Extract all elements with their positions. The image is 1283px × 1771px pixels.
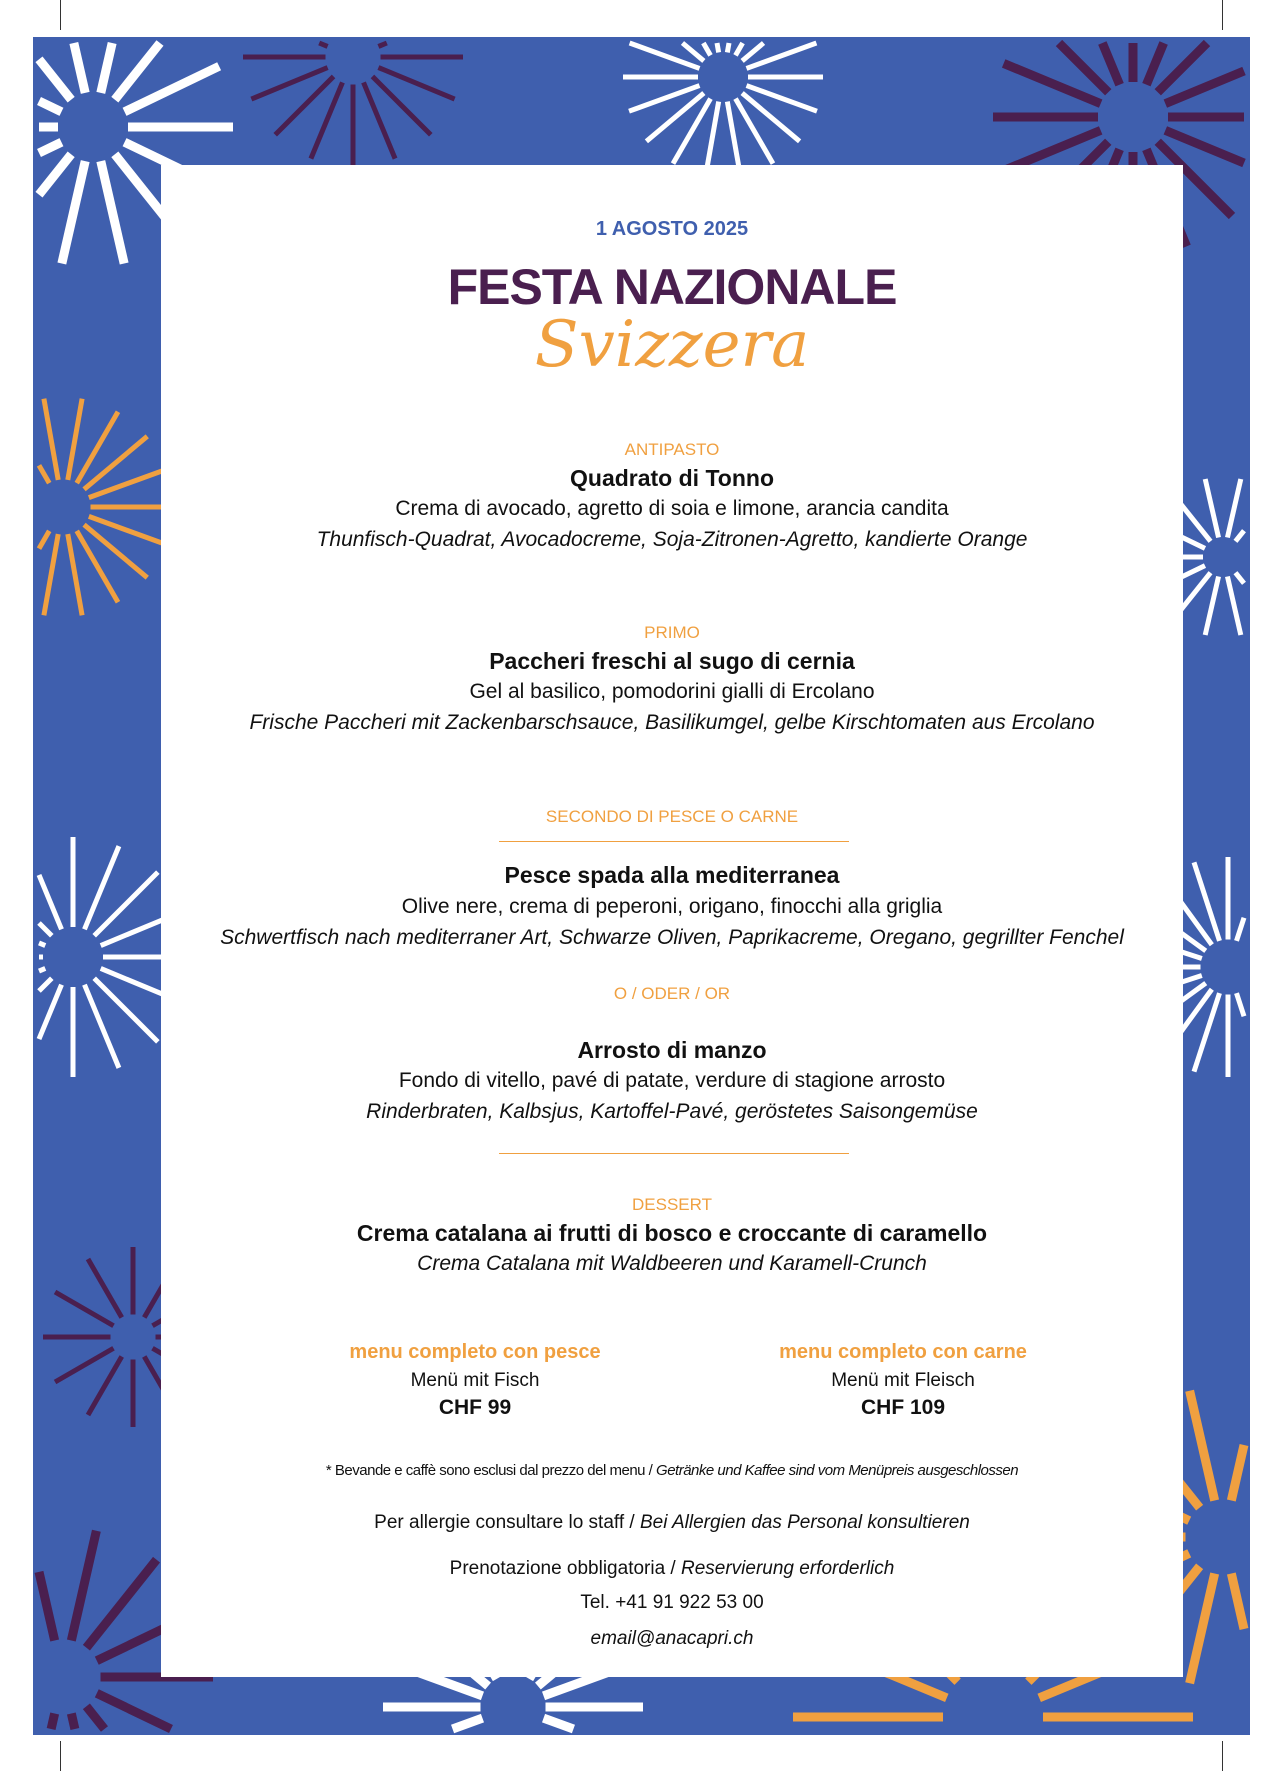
firework-burst bbox=[39, 399, 173, 616]
price-fish bbox=[275, 1341, 675, 1420]
firework-ray bbox=[736, 43, 743, 55]
divider bbox=[499, 841, 849, 842]
firework-ray bbox=[39, 465, 49, 483]
firework-ray bbox=[51, 1714, 55, 1729]
fireworks-border bbox=[33, 37, 1250, 1735]
firework-ray bbox=[1231, 1445, 1244, 1500]
firework-ray bbox=[39, 985, 62, 1039]
price-meat bbox=[703, 1341, 1103, 1420]
firework-ray bbox=[71, 1531, 96, 1641]
price-subtitle: Menü mit Fleisch bbox=[831, 1370, 975, 1391]
allergy-note bbox=[161, 1513, 1183, 1532]
course-translation: Rinderbraten, Kalbsjus, Kartoffel-Pavé, geröstetes Saisongemüse bbox=[366, 1100, 978, 1123]
firework-ray bbox=[39, 531, 49, 549]
firework-ray bbox=[378, 43, 386, 46]
firework-ray bbox=[39, 59, 71, 99]
event-date: 1 AGOSTO 2025 bbox=[595, 218, 749, 240]
course-translation: Frische Paccheri mit Zackenbarschsauce, Basilikumgel, gelbe Kirschtomaten aus Ercolano bbox=[249, 711, 1095, 734]
drinks-note-de: Getränke und Kaffee sind vom Menüpreis ausgeschlossen bbox=[656, 1462, 1019, 1479]
price-title: menu completo con pesce bbox=[349, 1341, 601, 1363]
allergy-de: Bei Allergien das Personal konsultieren bbox=[639, 1512, 970, 1533]
course-translation: Thunfisch-Quadrat, Avocadocreme, Soja-Zitronen-Agretto, kandierte Orange bbox=[316, 528, 1028, 551]
firework-ray bbox=[1227, 479, 1240, 537]
firework-ray bbox=[77, 531, 118, 602]
email-link[interactable]: email@anacapri.ch bbox=[590, 1628, 754, 1649]
course-description: Fondo di vitello, pavé di patate, verdure di stagione arrosto bbox=[398, 1069, 946, 1092]
course-name: Pesce spada alla mediterranea bbox=[504, 862, 840, 888]
firework-burst bbox=[243, 43, 463, 167]
firework-ray bbox=[1231, 1574, 1244, 1629]
price-subtitle: Menü mit Fisch bbox=[410, 1370, 540, 1391]
divider bbox=[499, 1153, 849, 1154]
phone-number[interactable]: Tel. +41 91 922 53 00 bbox=[580, 1592, 764, 1613]
firework-ray bbox=[101, 161, 124, 263]
firework-ray bbox=[44, 399, 58, 480]
firework-ray bbox=[115, 43, 160, 100]
allergy-it: Per allergie consultare lo staff / bbox=[374, 1512, 635, 1533]
firework-ray bbox=[1236, 918, 1244, 941]
price-title: menu completo con carne bbox=[779, 1341, 1027, 1363]
firework-ray bbox=[1235, 531, 1244, 542]
firework-ray bbox=[673, 99, 711, 164]
course-description: Crema di avocado, agretto di soia e limone, arancia candita bbox=[395, 497, 949, 520]
firework-ray bbox=[39, 943, 45, 946]
firework-ray bbox=[736, 99, 774, 164]
course-description: Olive nere, crema di peperoni, origano, finocchi alla griglia bbox=[401, 895, 943, 918]
crop-mark bbox=[1222, 0, 1223, 30]
firework-ray bbox=[44, 534, 58, 615]
course-name: Quadrato di Tonno bbox=[570, 465, 774, 491]
firework-ray bbox=[1190, 1574, 1215, 1684]
firework-ray bbox=[68, 534, 82, 615]
booking-it: Prenotazione obbligatoria / bbox=[449, 1558, 676, 1579]
price-amount: CHF 99 bbox=[438, 1396, 512, 1419]
firework-ray bbox=[77, 412, 118, 483]
firework-ray bbox=[39, 142, 61, 153]
page-subtitle: Svizzera bbox=[534, 308, 810, 382]
firework-ray bbox=[453, 1718, 483, 1729]
firework-ray bbox=[74, 43, 85, 93]
firework-ray bbox=[39, 154, 71, 194]
firework-ray bbox=[55, 1292, 113, 1326]
firework-ray bbox=[717, 43, 719, 52]
firework-ray bbox=[39, 1572, 55, 1641]
course-category: DESSERT bbox=[632, 1195, 712, 1214]
page-title: FESTA NAZIONALE bbox=[447, 259, 897, 315]
firework-ray bbox=[682, 43, 703, 61]
firework-ray bbox=[1235, 573, 1244, 584]
firework-ray bbox=[1227, 576, 1240, 634]
firework-ray bbox=[1190, 1391, 1215, 1501]
crop-mark bbox=[1222, 1741, 1223, 1771]
course-category: O / ODER / OR bbox=[613, 984, 731, 1003]
firework-ray bbox=[544, 1718, 574, 1729]
firework-ray bbox=[742, 43, 763, 61]
firework-ray bbox=[39, 101, 61, 112]
firework-ray bbox=[39, 875, 62, 929]
firework-ray bbox=[88, 1259, 122, 1317]
firework-ray bbox=[1236, 993, 1244, 1016]
firework-ray bbox=[39, 923, 52, 936]
crop-mark bbox=[60, 1741, 61, 1771]
price-amount: CHF 109 bbox=[860, 1396, 946, 1419]
firework-ray bbox=[86, 1706, 104, 1729]
firework-ray bbox=[1205, 479, 1218, 537]
firework-ray bbox=[1146, 43, 1163, 85]
firework-ray bbox=[1102, 43, 1119, 85]
booking-de: Reservierung erforderlich bbox=[681, 1558, 895, 1579]
firework-ray bbox=[727, 43, 729, 52]
firework-ray bbox=[39, 978, 52, 991]
firework-ray bbox=[71, 1714, 75, 1729]
course-category: SECONDO DI PESCE O CARNE bbox=[545, 807, 799, 826]
booking-note bbox=[161, 1559, 1183, 1578]
firework-ray bbox=[68, 399, 82, 480]
course-category: ANTIPASTO bbox=[624, 440, 720, 459]
course-description: Gel al basilico, pomodorini gialli di Ercolano bbox=[469, 680, 875, 703]
firework-ray bbox=[319, 43, 327, 46]
course-name: Arrosto di manzo bbox=[577, 1037, 767, 1063]
course-translation: Schwertfisch nach mediterraner Art, Schwarze Oliven, Paprikacreme, Oregano, gegrillter Fenchel bbox=[220, 926, 1124, 949]
drinks-note-it: * Bevande e caffè sono esclusi dal prezzo del menu / bbox=[325, 1462, 653, 1479]
menu-panel bbox=[161, 165, 1183, 1677]
course-translation: Crema Catalana mit Waldbeeren und Karamell-Crunch bbox=[417, 1252, 927, 1275]
drinks-note bbox=[161, 1463, 1183, 1478]
crop-mark bbox=[60, 0, 61, 30]
firework-ray bbox=[62, 161, 85, 263]
firework-ray bbox=[703, 43, 710, 55]
firework-ray bbox=[39, 968, 45, 971]
firework-burst bbox=[623, 43, 823, 175]
firework-ray bbox=[97, 1693, 171, 1729]
course-name: Crema catalana ai frutti di bosco e croccante di caramello bbox=[356, 1220, 988, 1246]
firework-ray bbox=[55, 1348, 113, 1382]
firework-ray bbox=[1205, 576, 1218, 634]
firework-ray bbox=[88, 1356, 122, 1414]
course-category: PRIMO bbox=[644, 623, 700, 642]
course-name: Paccheri freschi al sugo di cernia bbox=[489, 648, 855, 674]
firework-ray bbox=[101, 43, 112, 93]
